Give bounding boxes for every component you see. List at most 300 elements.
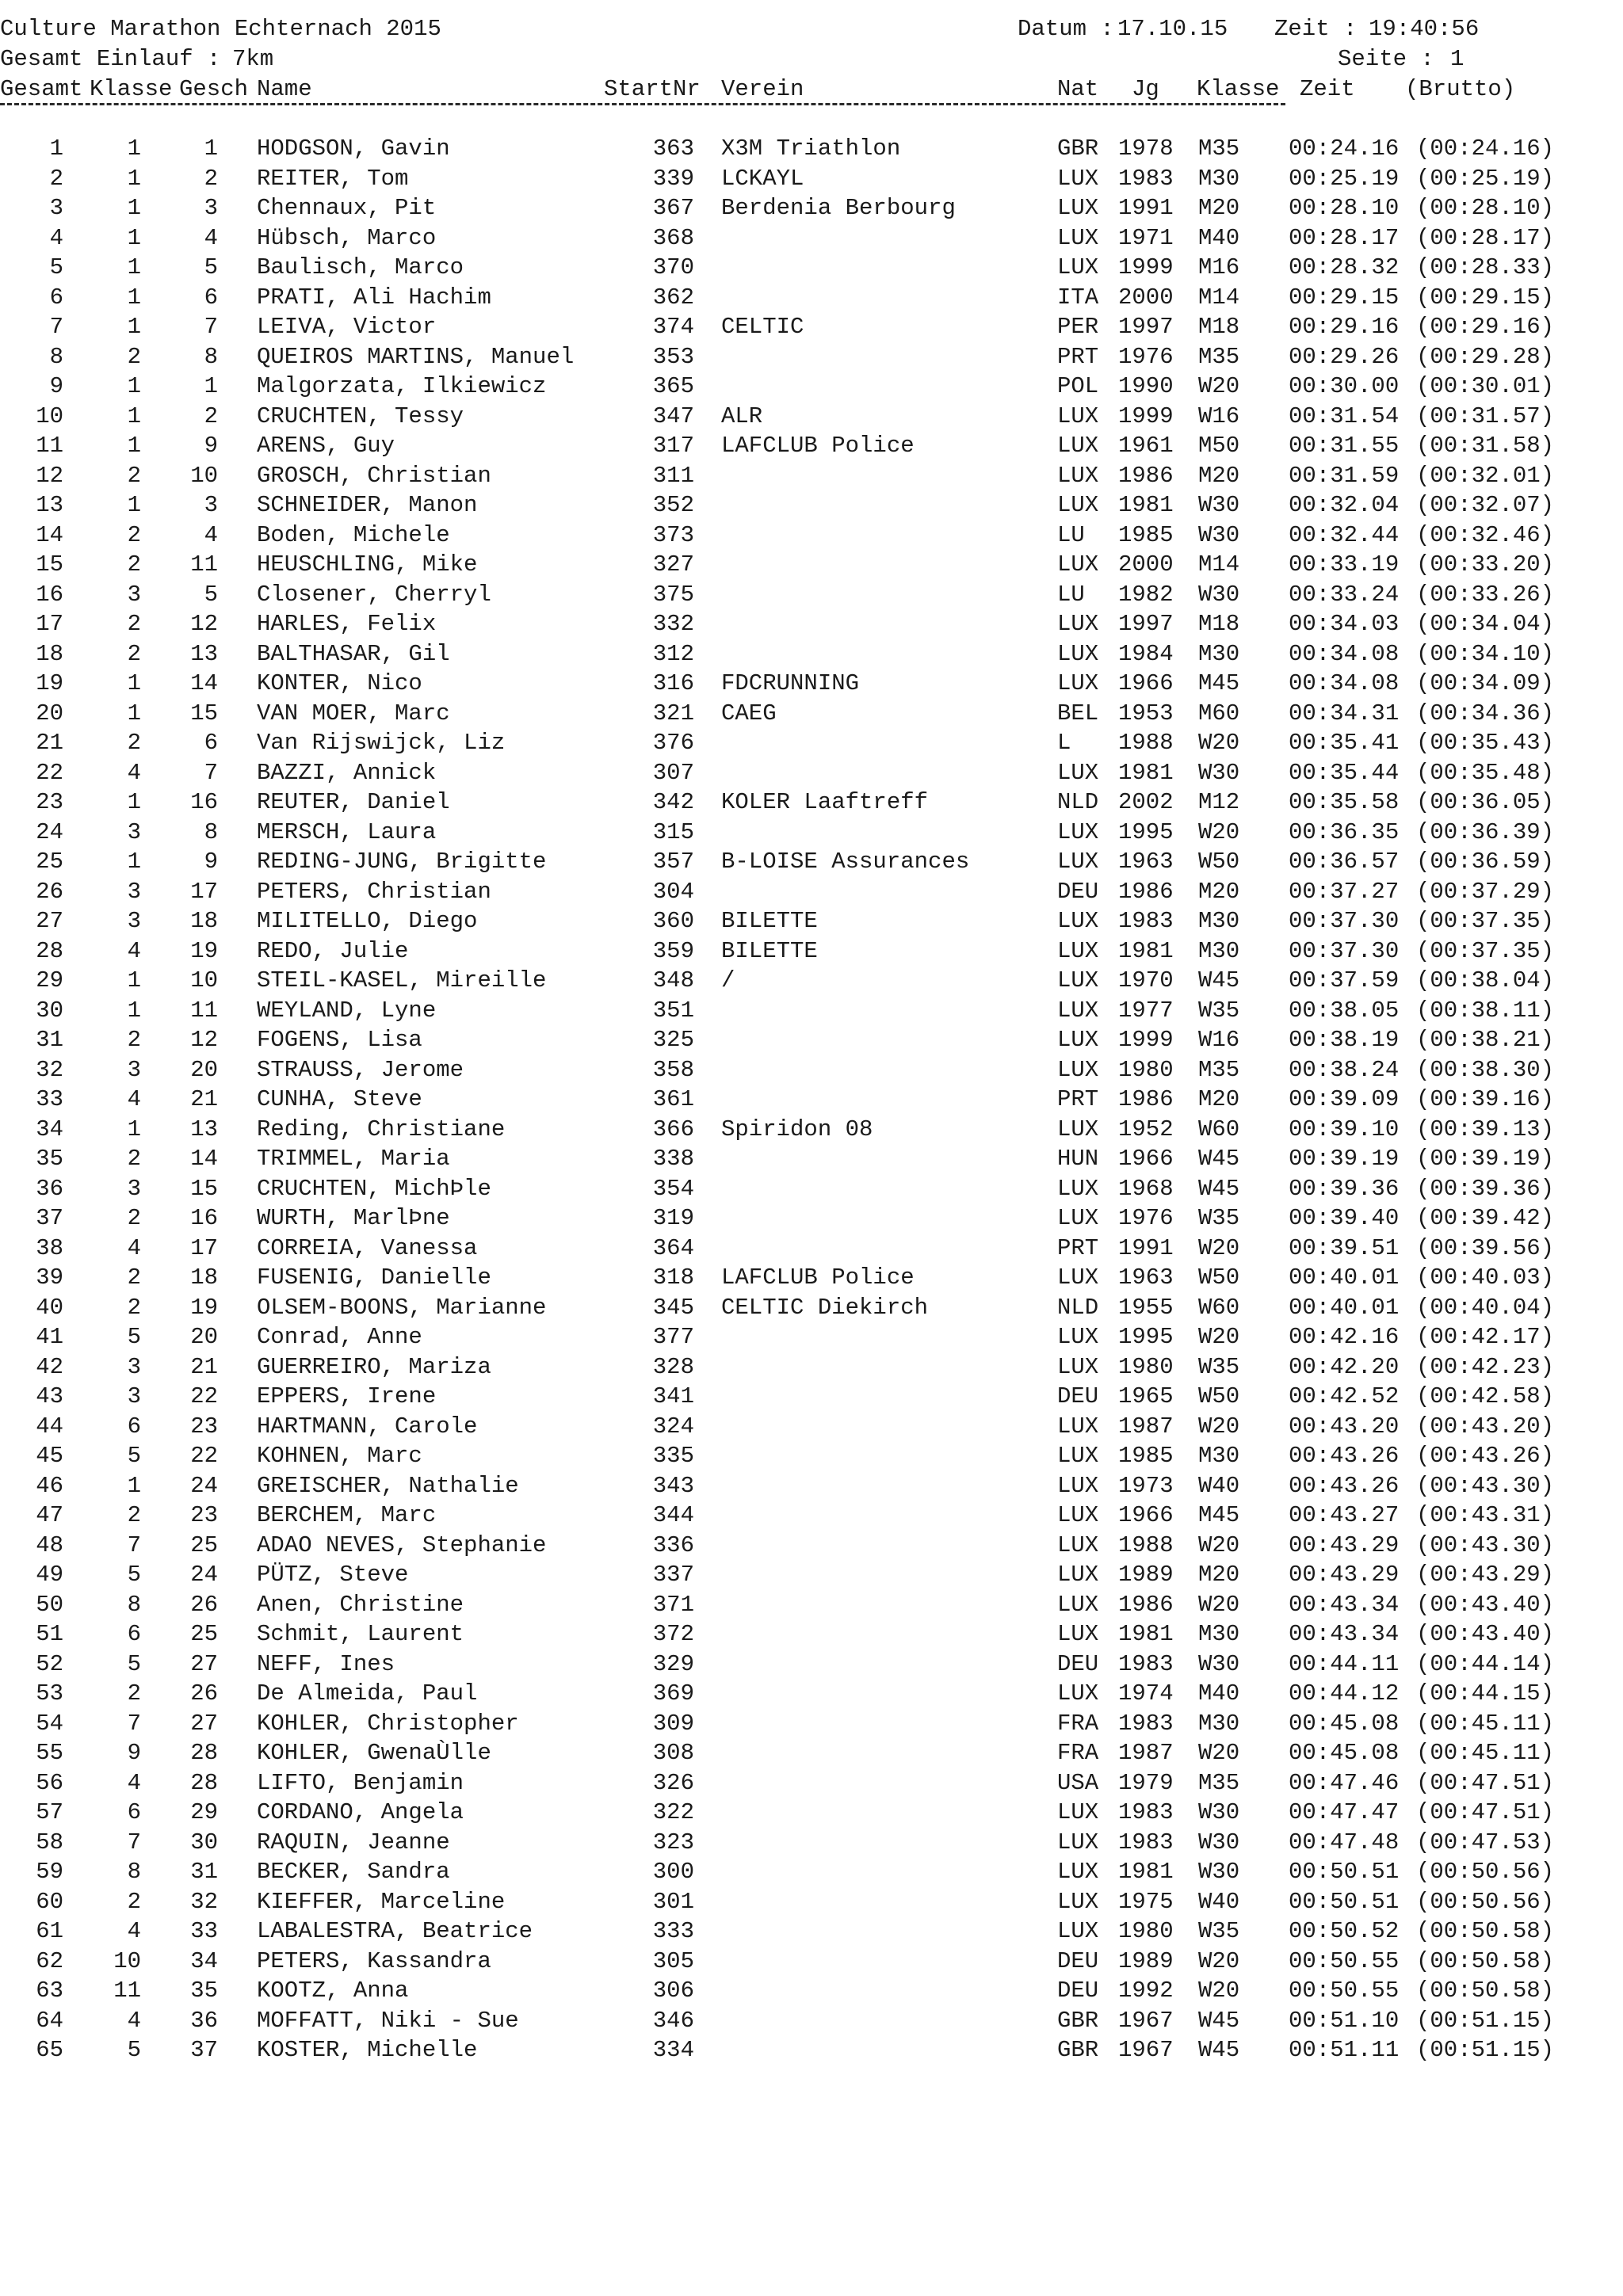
cell-klasse: 1 bbox=[127, 433, 141, 459]
cell-verein: Spiridon 08 bbox=[721, 1116, 873, 1142]
col-header-klasse: Klasse bbox=[90, 76, 173, 102]
cell-gesamt: 65 bbox=[36, 2037, 63, 2063]
cell-nat: LUX bbox=[1057, 492, 1099, 518]
cell-jg: 1963 bbox=[1118, 849, 1174, 875]
einlauf-value: 7km bbox=[232, 46, 274, 72]
table-row bbox=[0, 996, 1623, 1026]
cell-klasse2: M35 bbox=[1198, 343, 1240, 370]
cell-nat: FRA bbox=[1057, 1740, 1099, 1766]
cell-brutto: (00:39.13) bbox=[1416, 1116, 1555, 1142]
cell-zeit: 00:39.10 bbox=[1289, 1116, 1400, 1142]
cell-zeit: 00:37.59 bbox=[1289, 967, 1400, 994]
cell-name: WEYLAND, Lyne bbox=[257, 997, 437, 1024]
cell-klasse: 2 bbox=[127, 1680, 141, 1707]
cell-zeit: 00:32.04 bbox=[1289, 492, 1400, 518]
cell-jg: 1997 bbox=[1118, 314, 1174, 340]
cell-jg: 1966 bbox=[1118, 1502, 1174, 1528]
cell-name: HARLES, Felix bbox=[257, 611, 437, 637]
cell-name: Schmit, Laurent bbox=[257, 1621, 464, 1647]
cell-nat: LUX bbox=[1057, 937, 1099, 964]
cell-startnr: 354 bbox=[652, 1175, 694, 1202]
cell-name: STRAUSS, Jerome bbox=[257, 1056, 464, 1083]
cell-klasse2: W30 bbox=[1198, 1859, 1240, 1885]
cell-name: Closener, Cherryl bbox=[257, 581, 491, 608]
table-row bbox=[0, 609, 1623, 639]
cell-nat: PER bbox=[1057, 314, 1099, 340]
table-row bbox=[0, 1738, 1623, 1768]
cell-gesch: 18 bbox=[190, 1264, 218, 1291]
cell-klasse2: W30 bbox=[1198, 581, 1240, 608]
cell-nat: LUX bbox=[1057, 1621, 1099, 1647]
cell-jg: 1989 bbox=[1118, 1947, 1174, 1974]
cell-jg: 1981 bbox=[1118, 937, 1174, 964]
cell-gesch: 24 bbox=[190, 1472, 218, 1499]
cell-nat: ITA bbox=[1057, 284, 1099, 311]
cell-name: Anen, Christine bbox=[257, 1591, 464, 1618]
table-row bbox=[0, 639, 1623, 669]
cell-gesch: 16 bbox=[190, 789, 218, 815]
cell-gesch: 20 bbox=[190, 1056, 218, 1083]
cell-klasse2: W20 bbox=[1198, 1740, 1240, 1766]
cell-jg: 1975 bbox=[1118, 1888, 1174, 1915]
cell-klasse: 2 bbox=[127, 343, 141, 370]
cell-nat: DEU bbox=[1057, 1383, 1099, 1409]
cell-gesamt: 62 bbox=[36, 1947, 63, 1974]
cell-jg: 1980 bbox=[1118, 1918, 1174, 1944]
cell-startnr: 336 bbox=[652, 1531, 694, 1558]
cell-nat: LUX bbox=[1057, 1799, 1099, 1825]
table-row bbox=[0, 193, 1623, 223]
cell-zeit: 00:37.27 bbox=[1289, 878, 1400, 905]
cell-klasse: 1 bbox=[127, 135, 141, 162]
cell-zeit: 00:35.41 bbox=[1289, 730, 1400, 756]
cell-klasse2: W30 bbox=[1198, 521, 1240, 548]
cell-zeit: 00:44.11 bbox=[1289, 1650, 1400, 1677]
cell-klasse2: W20 bbox=[1198, 1947, 1240, 1974]
cell-name: De Almeida, Paul bbox=[257, 1680, 478, 1707]
cell-startnr: 327 bbox=[652, 551, 694, 578]
cell-gesch: 9 bbox=[204, 433, 218, 459]
cell-name: Hübsch, Marco bbox=[257, 224, 437, 251]
cell-nat: LUX bbox=[1057, 551, 1099, 578]
cell-nat: LUX bbox=[1057, 1264, 1099, 1291]
cell-klasse: 1 bbox=[127, 224, 141, 251]
cell-klasse: 9 bbox=[127, 1740, 141, 1766]
cell-brutto: (00:42.58) bbox=[1416, 1383, 1555, 1409]
cell-startnr: 347 bbox=[652, 402, 694, 429]
cell-brutto: (00:40.03) bbox=[1416, 1264, 1555, 1291]
cell-zeit: 00:34.31 bbox=[1289, 700, 1400, 727]
cell-klasse2: W20 bbox=[1198, 1324, 1240, 1350]
cell-startnr: 368 bbox=[652, 224, 694, 251]
cell-gesch: 2 bbox=[204, 402, 218, 429]
col-header-zeit: Zeit bbox=[1300, 76, 1355, 102]
einlauf-label: Gesamt Einlauf : bbox=[0, 46, 221, 72]
cell-nat: LUX bbox=[1057, 1205, 1099, 1231]
table-row bbox=[0, 1679, 1623, 1709]
cell-klasse: 4 bbox=[127, 1086, 141, 1112]
table-row bbox=[0, 253, 1623, 283]
cell-zeit: 00:42.52 bbox=[1289, 1383, 1400, 1409]
cell-brutto: (00:35.48) bbox=[1416, 759, 1555, 786]
table-row bbox=[0, 521, 1623, 551]
cell-klasse2: M40 bbox=[1198, 1680, 1240, 1707]
table-row bbox=[0, 1590, 1623, 1620]
cell-startnr: 318 bbox=[652, 1264, 694, 1291]
cell-zeit: 00:25.19 bbox=[1289, 165, 1400, 192]
cell-jg: 1970 bbox=[1118, 967, 1174, 994]
cell-startnr: 377 bbox=[652, 1324, 694, 1350]
cell-nat: LUX bbox=[1057, 670, 1099, 696]
cell-brutto: (00:28.10) bbox=[1416, 195, 1555, 221]
cell-klasse2: W20 bbox=[1198, 1234, 1240, 1261]
cell-gesch: 26 bbox=[190, 1680, 218, 1707]
cell-gesch: 5 bbox=[204, 581, 218, 608]
cell-klasse: 1 bbox=[127, 1116, 141, 1142]
cell-jg: 1986 bbox=[1118, 878, 1174, 905]
cell-nat: USA bbox=[1057, 1769, 1099, 1796]
cell-gesamt: 43 bbox=[36, 1383, 63, 1409]
cell-klasse: 4 bbox=[127, 2007, 141, 2034]
cell-klasse: 8 bbox=[127, 1591, 141, 1618]
table-row bbox=[0, 728, 1623, 758]
table-row bbox=[0, 788, 1623, 818]
cell-gesch: 1 bbox=[204, 135, 218, 162]
cell-gesch: 9 bbox=[204, 849, 218, 875]
cell-klasse: 5 bbox=[127, 1650, 141, 1677]
cell-nat: LUX bbox=[1057, 1829, 1099, 1855]
cell-klasse: 1 bbox=[127, 284, 141, 311]
cell-klasse2: W20 bbox=[1198, 1591, 1240, 1618]
cell-gesch: 11 bbox=[190, 551, 218, 578]
cell-klasse2: M45 bbox=[1198, 670, 1240, 696]
table-row bbox=[0, 283, 1623, 313]
cell-klasse2: W30 bbox=[1198, 492, 1240, 518]
cell-zeit: 00:37.30 bbox=[1289, 937, 1400, 964]
col-header-brutto: (Brutto) bbox=[1405, 76, 1516, 102]
cell-zeit: 00:43.29 bbox=[1289, 1562, 1400, 1588]
cell-klasse2: M30 bbox=[1198, 640, 1240, 667]
cell-gesch: 6 bbox=[204, 284, 218, 311]
cell-startnr: 305 bbox=[652, 1947, 694, 1974]
cell-brutto: (00:43.40) bbox=[1416, 1591, 1555, 1618]
cell-zeit: 00:31.59 bbox=[1289, 462, 1400, 489]
cell-brutto: (00:31.57) bbox=[1416, 402, 1555, 429]
cell-brutto: (00:38.21) bbox=[1416, 1027, 1555, 1053]
table-row bbox=[0, 1917, 1623, 1947]
cell-brutto: (00:44.14) bbox=[1416, 1650, 1555, 1677]
cell-nat: LUX bbox=[1057, 1472, 1099, 1499]
cell-brutto: (00:51.15) bbox=[1416, 2007, 1555, 2034]
col-header-gesch: Gesch bbox=[179, 76, 249, 102]
cell-nat: LUX bbox=[1057, 640, 1099, 667]
table-row bbox=[0, 669, 1623, 699]
cell-klasse: 4 bbox=[127, 1769, 141, 1796]
cell-klasse: 4 bbox=[127, 759, 141, 786]
cell-gesamt: 45 bbox=[36, 1443, 63, 1469]
cell-klasse2: M30 bbox=[1198, 908, 1240, 934]
cell-gesch: 1 bbox=[204, 373, 218, 399]
cell-gesch: 3 bbox=[204, 492, 218, 518]
cell-name: REDO, Julie bbox=[257, 937, 409, 964]
table-row bbox=[0, 966, 1623, 996]
cell-klasse: 1 bbox=[127, 700, 141, 727]
table-row bbox=[0, 372, 1623, 402]
cell-name: RAQUIN, Jeanne bbox=[257, 1829, 450, 1855]
cell-gesamt: 60 bbox=[36, 1888, 63, 1915]
col-header-jg: Jg bbox=[1132, 76, 1159, 102]
cell-jg: 1983 bbox=[1118, 165, 1174, 192]
cell-gesamt: 15 bbox=[36, 551, 63, 578]
cell-nat: LUX bbox=[1057, 908, 1099, 934]
cell-brutto: (00:32.46) bbox=[1416, 521, 1555, 548]
table-row bbox=[0, 1085, 1623, 1115]
cell-klasse: 6 bbox=[127, 1799, 141, 1825]
cell-gesch: 15 bbox=[190, 700, 218, 727]
cell-klasse: 2 bbox=[127, 1146, 141, 1172]
cell-klasse: 1 bbox=[127, 195, 141, 221]
col-header-gesamt: Gesamt bbox=[0, 76, 83, 102]
cell-startnr: 373 bbox=[652, 521, 694, 548]
cell-name: Boden, Michele bbox=[257, 521, 450, 548]
cell-jg: 1980 bbox=[1118, 1056, 1174, 1083]
cell-zeit: 00:50.51 bbox=[1289, 1888, 1400, 1915]
cell-brutto: (00:50.58) bbox=[1416, 1978, 1555, 2004]
cell-startnr: 343 bbox=[652, 1472, 694, 1499]
cell-klasse2: M35 bbox=[1198, 1056, 1240, 1083]
cell-zeit: 00:50.55 bbox=[1289, 1978, 1400, 2004]
cell-nat: PRT bbox=[1057, 1234, 1099, 1261]
cell-gesch: 30 bbox=[190, 1829, 218, 1855]
cell-startnr: 334 bbox=[652, 2037, 694, 2063]
cell-klasse2: W20 bbox=[1198, 730, 1240, 756]
cell-startnr: 374 bbox=[652, 314, 694, 340]
cell-brutto: (00:38.30) bbox=[1416, 1056, 1555, 1083]
cell-verein: / bbox=[721, 967, 735, 994]
table-row bbox=[0, 1768, 1623, 1798]
cell-klasse2: W45 bbox=[1198, 967, 1240, 994]
cell-startnr: 338 bbox=[652, 1146, 694, 1172]
table-row bbox=[0, 580, 1623, 610]
cell-startnr: 369 bbox=[652, 1680, 694, 1707]
cell-name: CRUCHTEN, Tessy bbox=[257, 402, 464, 429]
cell-gesch: 12 bbox=[190, 1027, 218, 1053]
cell-name: WURTH, MarlÞne bbox=[257, 1205, 450, 1231]
cell-klasse: 1 bbox=[127, 314, 141, 340]
cell-jg: 1984 bbox=[1118, 640, 1174, 667]
cell-nat: HUN bbox=[1057, 1146, 1099, 1172]
cell-gesamt: 61 bbox=[36, 1918, 63, 1944]
cell-gesch: 20 bbox=[190, 1324, 218, 1350]
cell-name: KOHNEN, Marc bbox=[257, 1443, 422, 1469]
cell-zeit: 00:36.57 bbox=[1289, 849, 1400, 875]
cell-gesamt: 41 bbox=[36, 1324, 63, 1350]
cell-startnr: 364 bbox=[652, 1234, 694, 1261]
cell-klasse: 5 bbox=[127, 1562, 141, 1588]
cell-gesch: 32 bbox=[190, 1888, 218, 1915]
cell-gesch: 12 bbox=[190, 611, 218, 637]
cell-nat: LUX bbox=[1057, 402, 1099, 429]
table-row bbox=[0, 134, 1623, 164]
cell-startnr: 370 bbox=[652, 254, 694, 280]
cell-startnr: 301 bbox=[652, 1888, 694, 1915]
cell-verein: FDCRUNNING bbox=[721, 670, 860, 696]
cell-startnr: 307 bbox=[652, 759, 694, 786]
table-row bbox=[0, 1828, 1623, 1858]
cell-gesch: 31 bbox=[190, 1859, 218, 1885]
cell-jg: 1981 bbox=[1118, 1621, 1174, 1647]
cell-gesch: 21 bbox=[190, 1086, 218, 1112]
cell-gesamt: 9 bbox=[49, 373, 63, 399]
cell-jg: 1983 bbox=[1118, 908, 1174, 934]
cell-nat: LUX bbox=[1057, 433, 1099, 459]
cell-brutto: (00:43.30) bbox=[1416, 1472, 1555, 1499]
cell-klasse2: M60 bbox=[1198, 700, 1240, 727]
cell-gesch: 23 bbox=[190, 1502, 218, 1528]
cell-jg: 1987 bbox=[1118, 1413, 1174, 1440]
cell-klasse2: M14 bbox=[1198, 551, 1240, 578]
cell-gesch: 13 bbox=[190, 1116, 218, 1142]
table-row bbox=[0, 1203, 1623, 1234]
cell-brutto: (00:34.04) bbox=[1416, 611, 1555, 637]
cell-klasse2: W50 bbox=[1198, 849, 1240, 875]
cell-nat: LU bbox=[1057, 581, 1085, 608]
cell-nat: LUX bbox=[1057, 1116, 1099, 1142]
cell-gesch: 13 bbox=[190, 640, 218, 667]
cell-zeit: 00:51.10 bbox=[1289, 2007, 1400, 2034]
cell-startnr: 366 bbox=[652, 1116, 694, 1142]
cell-klasse2: W35 bbox=[1198, 1205, 1240, 1231]
cell-zeit: 00:47.46 bbox=[1289, 1769, 1400, 1796]
cell-jg: 1999 bbox=[1118, 254, 1174, 280]
cell-gesamt: 36 bbox=[36, 1175, 63, 1202]
cell-jg: 1966 bbox=[1118, 670, 1174, 696]
cell-startnr: 344 bbox=[652, 1502, 694, 1528]
cell-klasse2: W45 bbox=[1198, 2037, 1240, 2063]
table-row bbox=[0, 1263, 1623, 1293]
cell-nat: LUX bbox=[1057, 818, 1099, 845]
cell-gesch: 19 bbox=[190, 1294, 218, 1321]
cell-nat: LUX bbox=[1057, 1443, 1099, 1469]
cell-jg: 1982 bbox=[1118, 581, 1174, 608]
cell-jg: 1991 bbox=[1118, 195, 1174, 221]
cell-gesamt: 51 bbox=[36, 1621, 63, 1647]
cell-zeit: 00:50.51 bbox=[1289, 1859, 1400, 1885]
cell-gesch: 4 bbox=[204, 224, 218, 251]
datum-label: Datum : bbox=[1018, 16, 1114, 42]
cell-klasse: 2 bbox=[127, 1294, 141, 1321]
cell-gesamt: 35 bbox=[36, 1146, 63, 1172]
cell-nat: LUX bbox=[1057, 849, 1099, 875]
cell-nat: LUX bbox=[1057, 1918, 1099, 1944]
cell-gesch: 15 bbox=[190, 1175, 218, 1202]
cell-zeit: 00:33.19 bbox=[1289, 551, 1400, 578]
cell-startnr: 312 bbox=[652, 640, 694, 667]
cell-brutto: (00:24.16) bbox=[1416, 135, 1555, 162]
cell-gesch: 28 bbox=[190, 1740, 218, 1766]
cell-gesamt: 25 bbox=[36, 849, 63, 875]
cell-gesamt: 40 bbox=[36, 1294, 63, 1321]
cell-verein: X3M Triathlon bbox=[721, 135, 901, 162]
cell-zeit: 00:38.05 bbox=[1289, 997, 1400, 1024]
cell-klasse2: W60 bbox=[1198, 1294, 1240, 1321]
cell-jg: 1953 bbox=[1118, 700, 1174, 727]
cell-klasse2: W16 bbox=[1198, 1027, 1240, 1053]
cell-klasse2: W40 bbox=[1198, 1888, 1240, 1915]
cell-verein: B-LOISE Assurances bbox=[721, 849, 970, 875]
cell-name: ARENS, Guy bbox=[257, 433, 395, 459]
table-row bbox=[0, 1441, 1623, 1471]
cell-klasse2: M35 bbox=[1198, 135, 1240, 162]
cell-name: GUERREIRO, Mariza bbox=[257, 1353, 491, 1380]
cell-gesamt: 39 bbox=[36, 1264, 63, 1291]
cell-name: BERCHEM, Marc bbox=[257, 1502, 437, 1528]
cell-gesch: 29 bbox=[190, 1799, 218, 1825]
cell-nat: LUX bbox=[1057, 1413, 1099, 1440]
cell-brutto: (00:47.51) bbox=[1416, 1769, 1555, 1796]
cell-klasse2: W20 bbox=[1198, 1531, 1240, 1558]
cell-nat: LUX bbox=[1057, 254, 1099, 280]
cell-jg: 1988 bbox=[1118, 1531, 1174, 1558]
cell-gesch: 26 bbox=[190, 1591, 218, 1618]
cell-gesch: 36 bbox=[190, 2007, 218, 2034]
cell-gesamt: 29 bbox=[36, 967, 63, 994]
cell-brutto: (00:36.05) bbox=[1416, 789, 1555, 815]
cell-klasse2: M14 bbox=[1198, 284, 1240, 311]
table-row bbox=[0, 1322, 1623, 1352]
cell-brutto: (00:39.42) bbox=[1416, 1205, 1555, 1231]
cell-name: PÜTZ, Steve bbox=[257, 1562, 409, 1588]
cell-brutto: (00:34.09) bbox=[1416, 670, 1555, 696]
cell-klasse: 6 bbox=[127, 1621, 141, 1647]
cell-klasse2: M20 bbox=[1198, 195, 1240, 221]
cell-klasse: 1 bbox=[127, 849, 141, 875]
cell-nat: LUX bbox=[1057, 195, 1099, 221]
cell-brutto: (00:39.19) bbox=[1416, 1146, 1555, 1172]
cell-gesch: 18 bbox=[190, 908, 218, 934]
cell-startnr: 352 bbox=[652, 492, 694, 518]
cell-nat: FRA bbox=[1057, 1710, 1099, 1737]
cell-zeit: 00:31.54 bbox=[1289, 402, 1400, 429]
cell-gesamt: 59 bbox=[36, 1859, 63, 1885]
cell-klasse2: W16 bbox=[1198, 402, 1240, 429]
cell-name: QUEIROS MARTINS, Manuel bbox=[257, 343, 575, 370]
cell-zeit: 00:34.08 bbox=[1289, 670, 1400, 696]
cell-klasse2: W50 bbox=[1198, 1264, 1240, 1291]
cell-brutto: (00:47.51) bbox=[1416, 1799, 1555, 1825]
cell-gesch: 34 bbox=[190, 1947, 218, 1974]
cell-gesch: 2 bbox=[204, 165, 218, 192]
cell-startnr: 339 bbox=[652, 165, 694, 192]
cell-klasse: 4 bbox=[127, 1918, 141, 1944]
cell-gesamt: 33 bbox=[36, 1086, 63, 1112]
cell-nat: PRT bbox=[1057, 1086, 1099, 1112]
cell-gesamt: 32 bbox=[36, 1056, 63, 1083]
cell-brutto: (00:33.26) bbox=[1416, 581, 1555, 608]
cell-klasse2: W45 bbox=[1198, 1146, 1240, 1172]
cell-gesamt: 57 bbox=[36, 1799, 63, 1825]
cell-jg: 1966 bbox=[1118, 1146, 1174, 1172]
cell-jg: 1983 bbox=[1118, 1799, 1174, 1825]
cell-klasse: 7 bbox=[127, 1829, 141, 1855]
cell-brutto: (00:25.19) bbox=[1416, 165, 1555, 192]
cell-nat: DEU bbox=[1057, 1650, 1099, 1677]
cell-startnr: 362 bbox=[652, 284, 694, 311]
cell-zeit: 00:29.26 bbox=[1289, 343, 1400, 370]
cell-name: HARTMANN, Carole bbox=[257, 1413, 478, 1440]
cell-gesch: 7 bbox=[204, 759, 218, 786]
zeit-label: Zeit : bbox=[1274, 16, 1358, 42]
